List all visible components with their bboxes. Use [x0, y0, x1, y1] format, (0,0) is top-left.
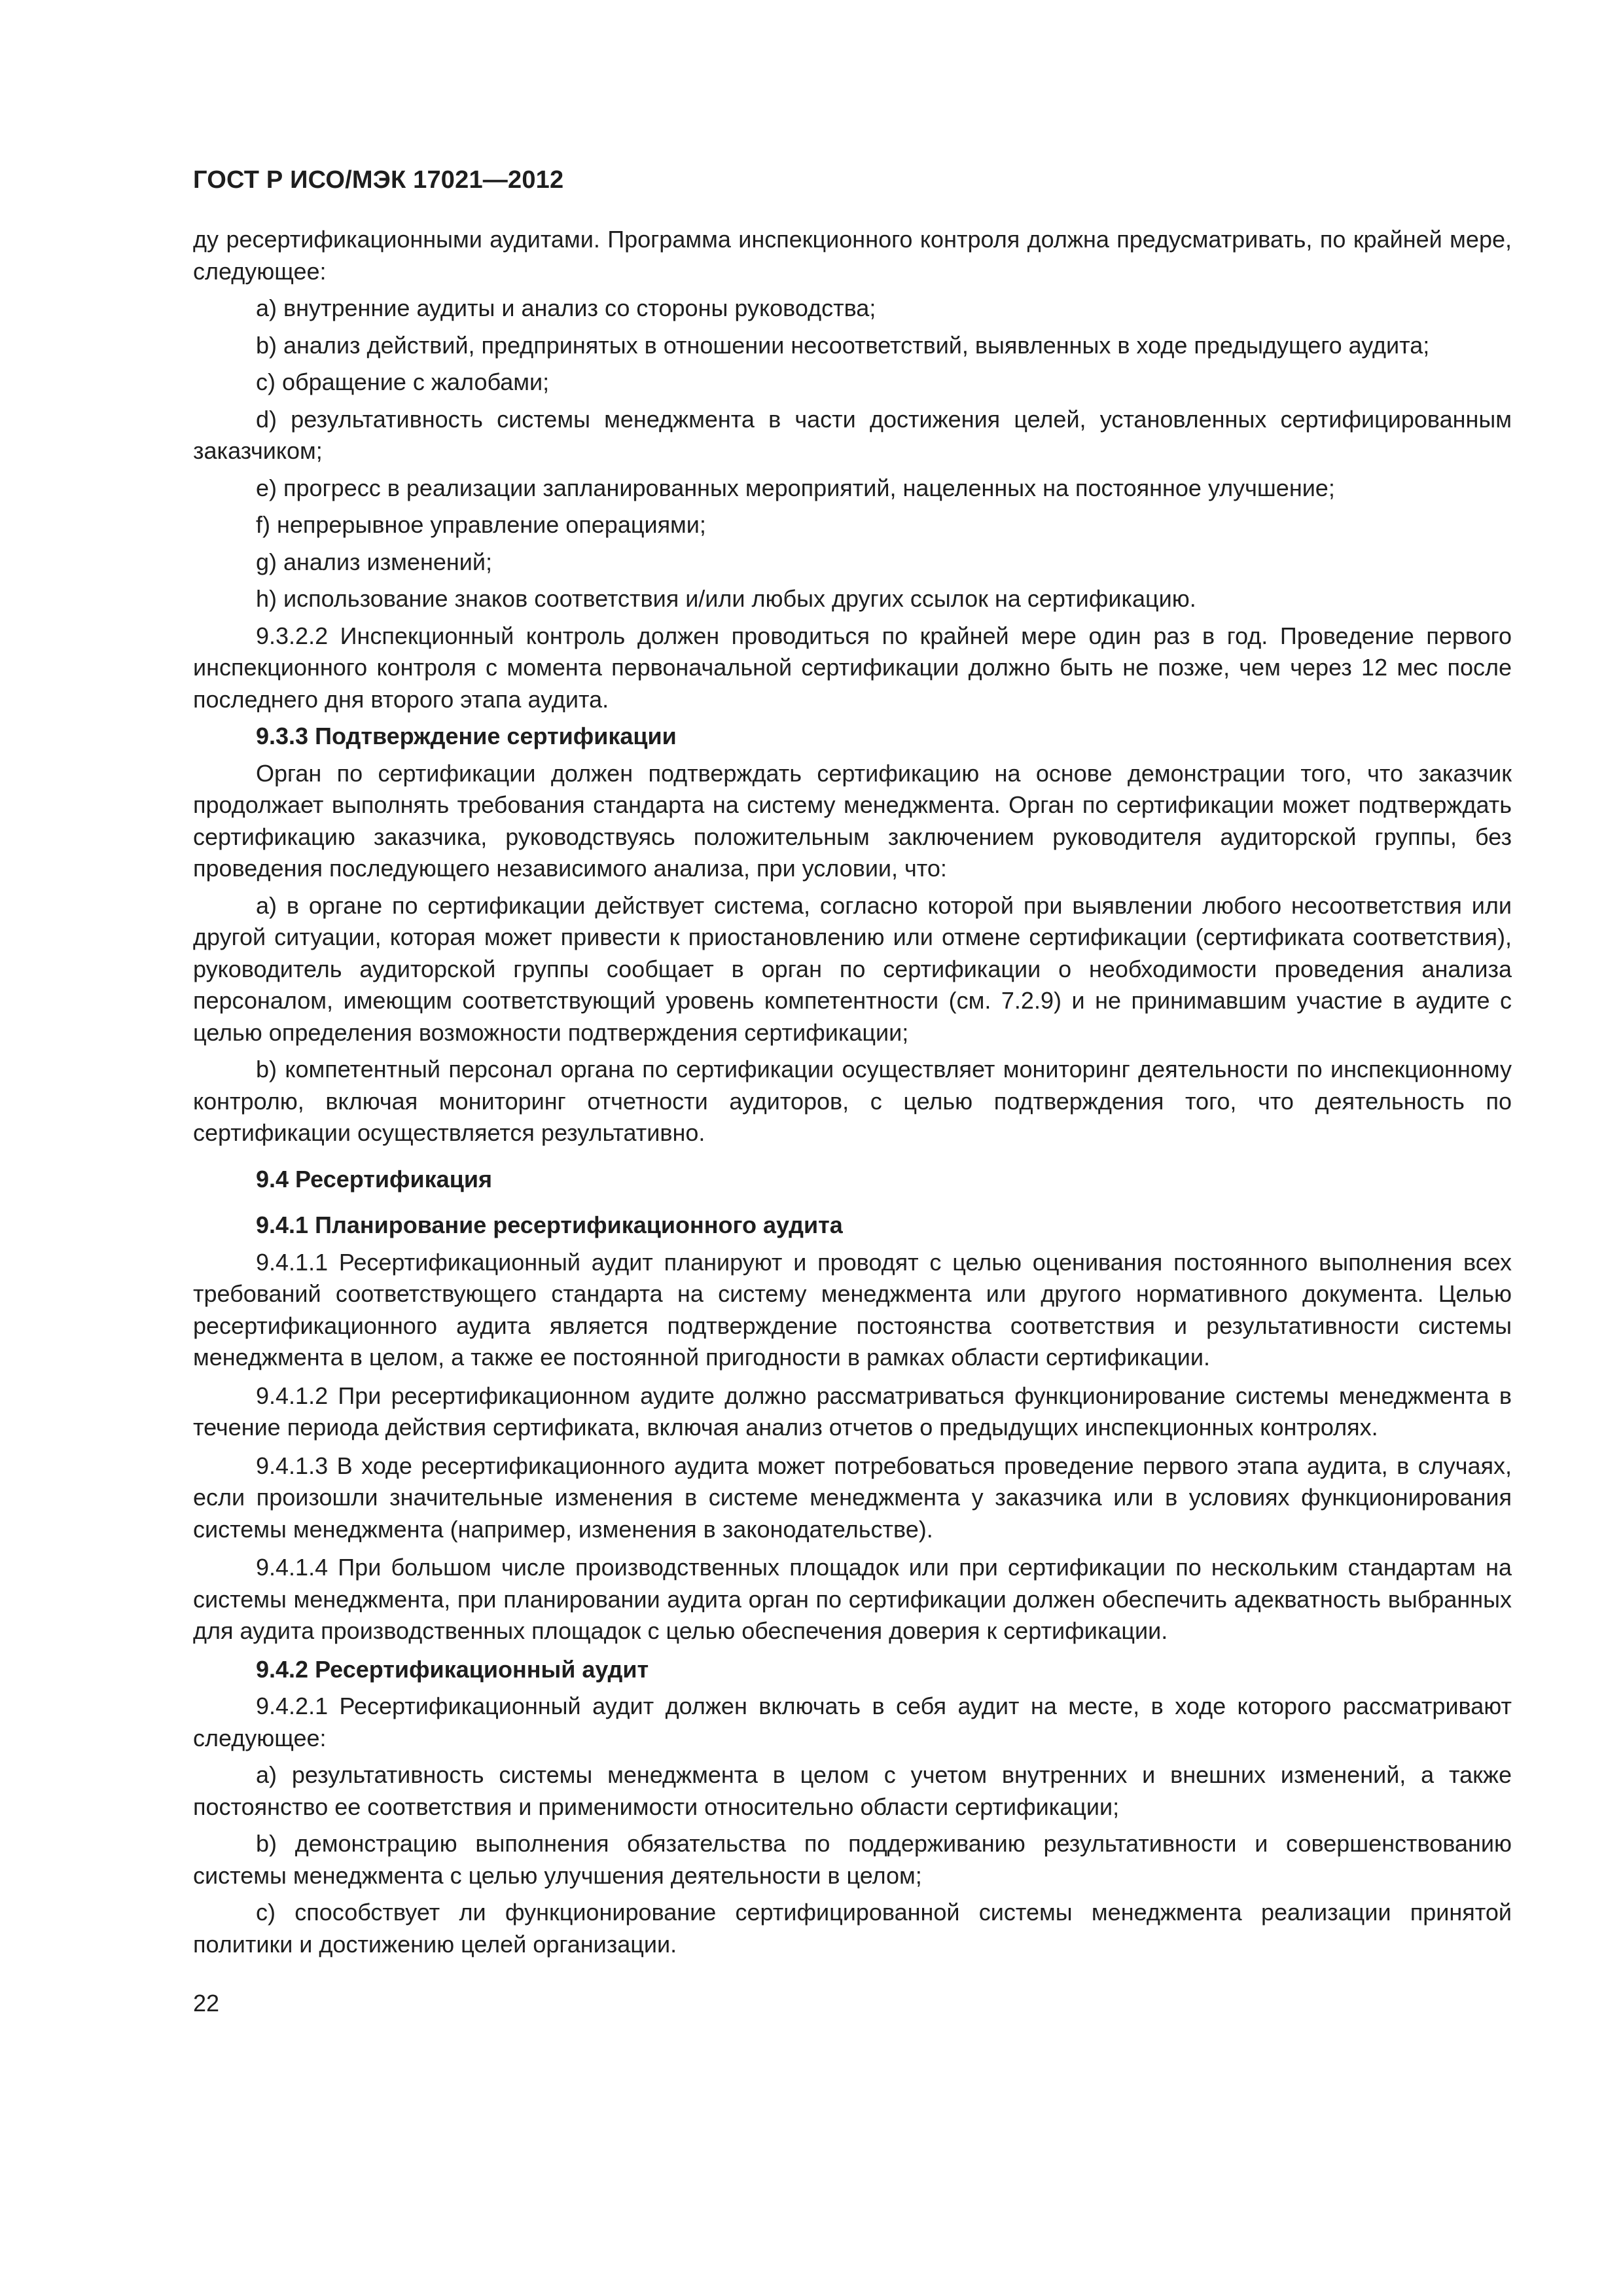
- paragraph: 9.3.2.2 Инспекционный контроль должен проводиться по крайней мере один раз в год. Проведение первого инспекционного контроля с момента первоначальной сертификации должно быть не позже, чем через 12 мес после последнего дня второго этапа аудита.: [193, 622, 1512, 713]
- section-heading: 9.4.2 Ресертификационный аудит: [256, 1655, 649, 1683]
- paragraph: ду ресертификационными аудитами. Программа инспекционного контроля должна предусматривать, по крайней мере, следующее:: [193, 226, 1512, 285]
- section-heading: 9.4 Ресертификация: [256, 1165, 492, 1193]
- list-item: c) способствует ли функционирование сертифицированной системы менеджмента реализации принятой политики и достижению целей организации.: [193, 1899, 1512, 1958]
- section-heading: 9.3.3 Подтверждение сертификации: [256, 723, 677, 749]
- list-item: b) компетентный персонал органа по сертификации осуществляет мониторинг деятельности по инспекционному контролю, включая мониторинг отчетности аудиторов, с целью подтверждения того, что деятельность по сертификации осуществляется результативно.: [193, 1056, 1512, 1146]
- document-page: [193, 164, 1512, 2020]
- list-item: f) непрерывное управление операциями;: [256, 511, 706, 538]
- list-item: a) результативность системы менеджмента в целом с учетом внутренних и внешних изменений, а также постоянство ее соответствия и применимости относительно области сертификации;: [193, 1761, 1512, 1820]
- page-number: 22: [193, 1990, 220, 2017]
- document-header: ГОСТ Р ИСО/МЭК 17021—2012: [193, 166, 564, 194]
- list-item: h) использование знаков соответствия и/или любых других ссылок на сертификацию.: [256, 585, 1196, 612]
- list-item: b) демонстрацию выполнения обязательства по поддерживанию результативности и совершенствованию системы менеджмента с целью улучшения деятельности в целом;: [193, 1830, 1512, 1889]
- section-heading: 9.4.1 Планирование ресертификационного аудита: [256, 1211, 843, 1238]
- paragraph: Орган по сертификации должен подтверждать сертификацию на основе демонстрации того, что заказчик продолжает выполнять требования стандарта на систему менеджмента. Орган по сертификации может подтверждать сертификацию заказчика, руководствуясь положительным заключением руководителя аудиторской группы, без проведения последующего независимого анализа, при условии, что:: [193, 759, 1512, 882]
- paragraph: 9.4.1.4 При большом числе производственных площадок или при сертификации по нескольким стандартам на системы менеджмента, при планировании аудита орган по сертификации должен обеспечить адекватность выбранных для аудита производственных площадок с целью обеспечения доверия к сертификации.: [193, 1554, 1512, 1644]
- list-item: d) результативность системы менеджмента в части достижения целей, установленных сертифицированным заказчиком;: [193, 405, 1512, 464]
- paragraph: 9.4.1.1 Ресертификационный аудит планируют и проводят с целью оценивания постоянного выполнения всех требований соответствующего стандарта на систему менеджмента или другого нормативного документа. Целью ресертификационного аудита является подтверждение постоянства соответствия и результативности системы менеджмента в целом, а также ее постоянной пригодности в рамках области сертификации.: [193, 1248, 1512, 1371]
- list-item: a) в органе по сертификации действует система, согласно которой при выявлении любого несоответствия или другой ситуации, которая может привести к приостановлению или отмене сертификации (сертификата соответствия), руководитель аудиторской группы сообщает в орган по сертификации о необходимости проведения анализа персоналом, имеющим соответствующий уровень компетентности (см. 7.2.9) и не принимавшим участие в аудите с целью определения возможности подтверждения сертификации;: [193, 891, 1512, 1046]
- paragraph: 9.4.1.2 При ресертификационном аудите должно рассматриваться функционирование системы менеджмента в течение периода действия сертификата, включая анализ отчетов о предыдущих инспекционных контролях.: [193, 1382, 1512, 1441]
- paragraph: 9.4.2.1 Ресертификационный аудит должен включать в себя аудит на месте, в ходе которого рассматривают следующее:: [193, 1693, 1512, 1751]
- list-item: g) анализ изменений;: [256, 548, 492, 575]
- list-item: a) внутренние аудиты и анализ со стороны руководства;: [256, 295, 876, 321]
- list-item: c) обращение с жалобами;: [256, 368, 550, 395]
- list-item: e) прогресс в реализации запланированных мероприятий, нацеленных на постоянное улучшение;: [256, 474, 1335, 501]
- paragraph: 9.4.1.3 В ходе ресертификационного аудита может потребоваться проведение первого этапа аудита, в случаях, если произошли значительные изменения в системе менеджмента у заказчика или в условиях функционирования системы менеджмента (например, изменения в законодательстве).: [193, 1452, 1512, 1543]
- list-item: b) анализ действий, предпринятых в отношении несоответствий, выявленных в ходе предыдущего аудита;: [256, 331, 1430, 359]
